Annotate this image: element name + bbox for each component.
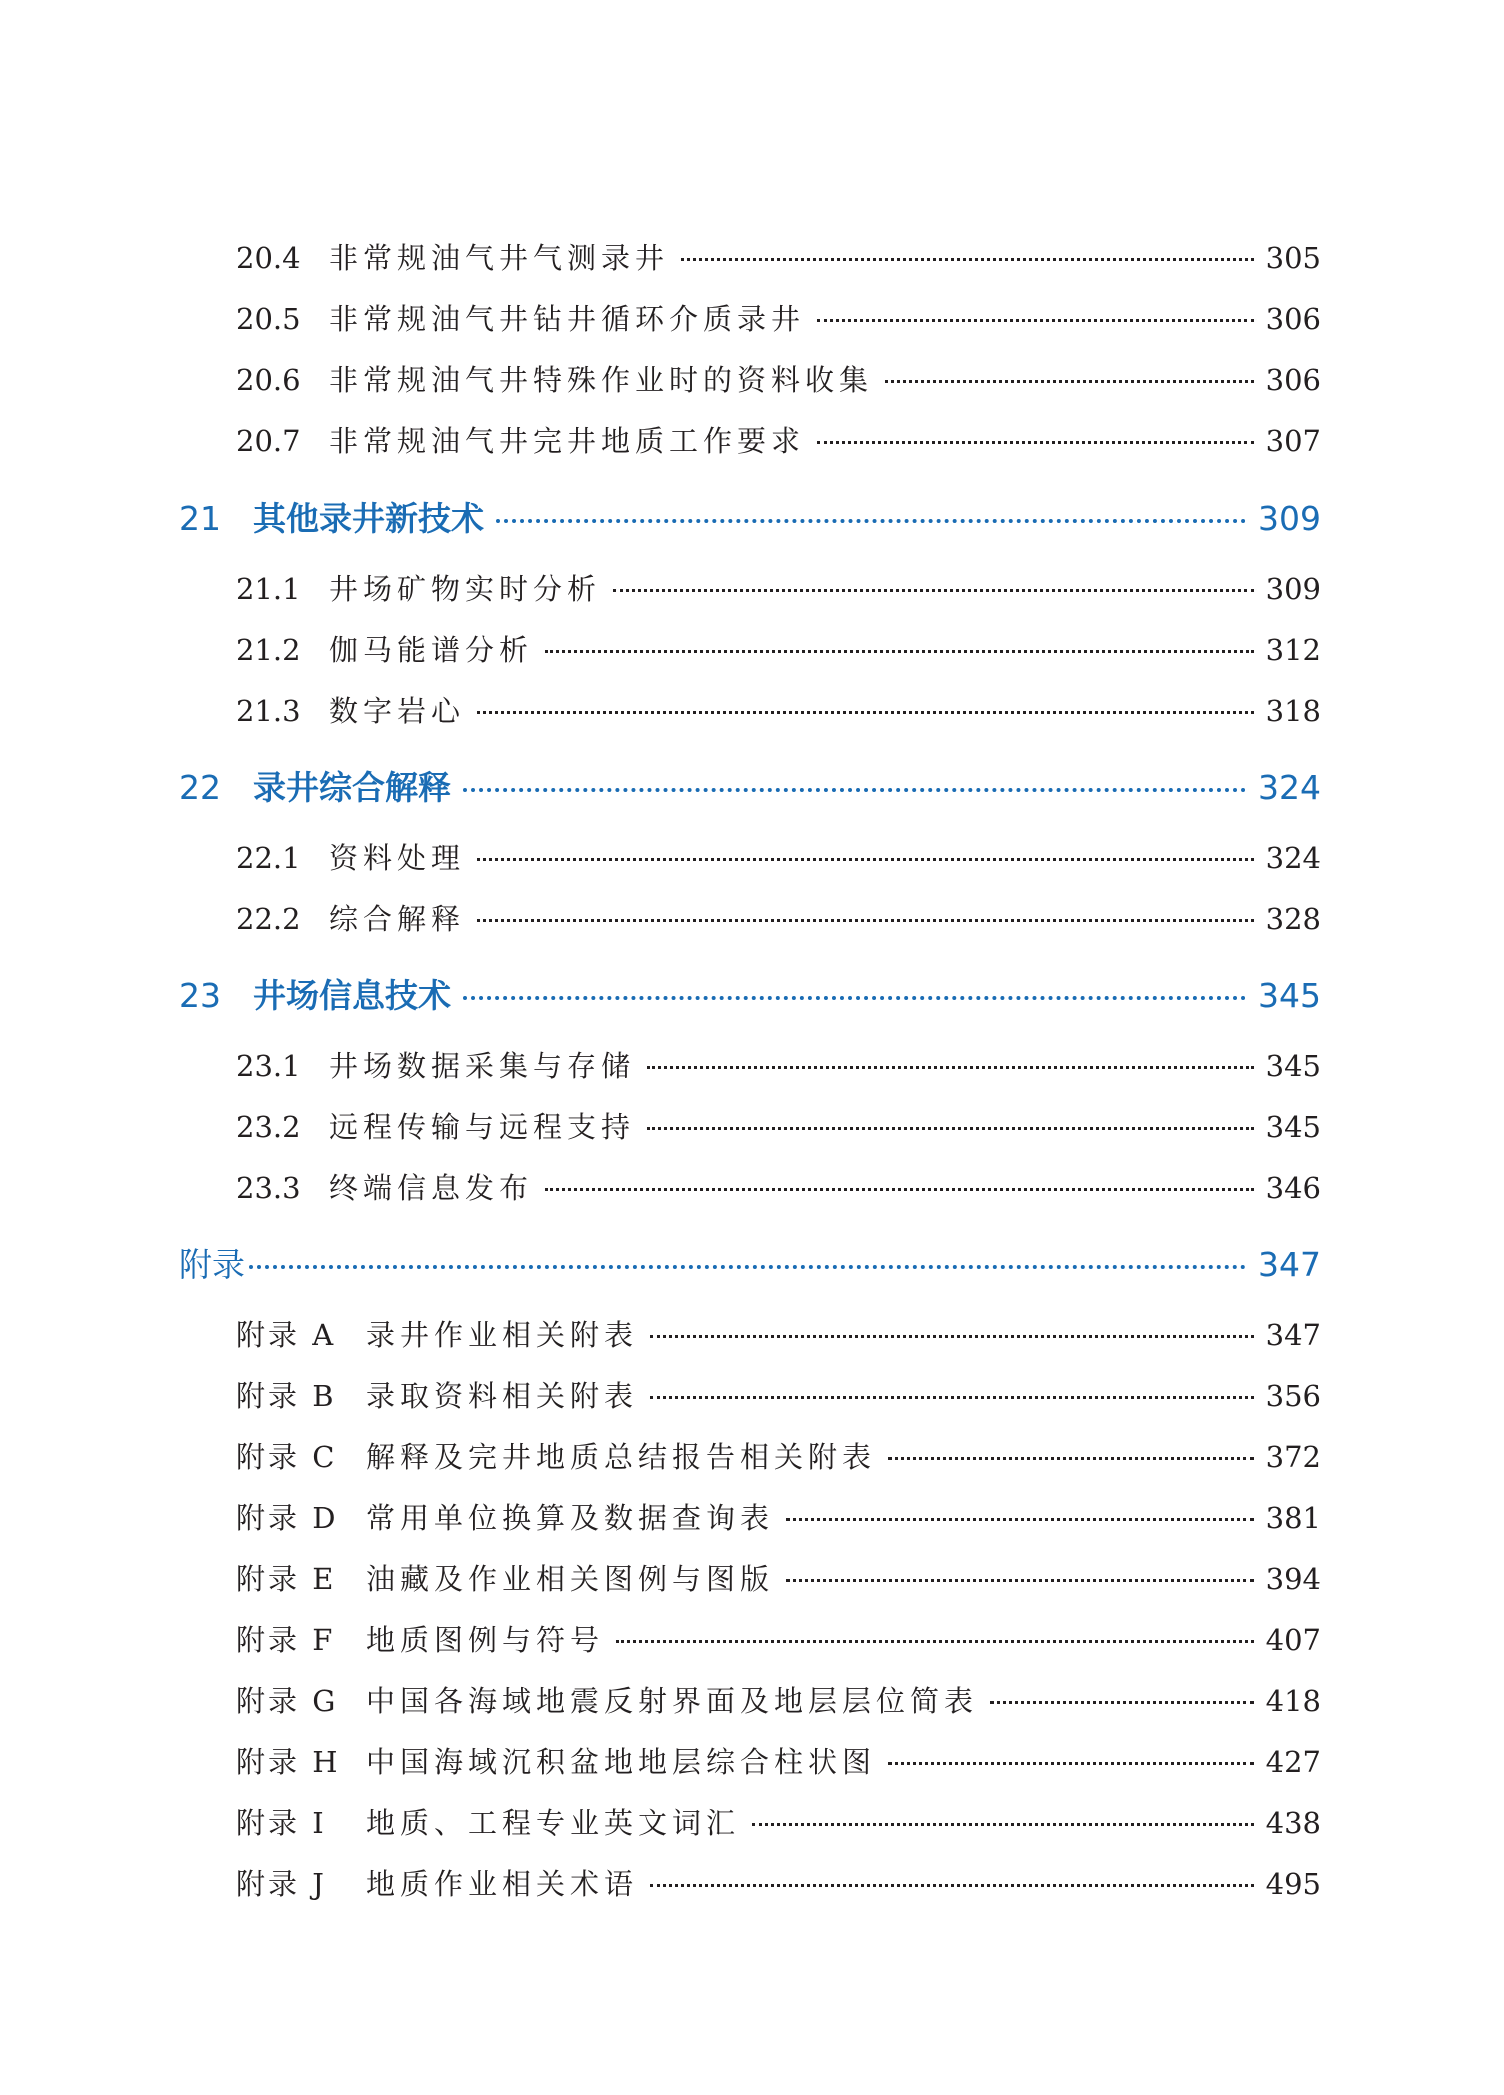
toc-entry-page-number: 407: [1265, 1623, 1321, 1657]
toc-entry-title: 非常规油气井完井地质工作要求: [329, 424, 806, 458]
toc-section-entry[interactable]: [236, 358, 1321, 402]
toc-entry-page-number: 345: [1265, 1049, 1321, 1083]
toc-entry-title: 井场矿物实时分析: [329, 572, 602, 606]
toc-entry-page-number: 307: [1265, 424, 1321, 458]
toc-entry-page-number: 324: [1258, 768, 1321, 807]
toc-chapter-entry[interactable]: [179, 762, 1321, 812]
toc-entry-page-number: 312: [1265, 633, 1321, 667]
dot-leader: [681, 258, 1254, 261]
toc-entry-title: 终端信息发布: [329, 1171, 534, 1205]
toc-entry-number: 附录 G: [236, 1684, 339, 1718]
toc-entry-title: 数字岩心: [329, 694, 466, 728]
dot-leader: [888, 1762, 1254, 1765]
dot-leader: [647, 1066, 1254, 1069]
toc-entry-title: 资料处理: [329, 841, 466, 875]
toc-section-entry[interactable]: [236, 297, 1321, 341]
toc-section-entry[interactable]: [236, 689, 1321, 733]
toc-entry-title: 远程传输与远程支持: [329, 1110, 636, 1144]
toc-entry-number: 22: [179, 768, 221, 807]
dot-leader: [888, 1457, 1254, 1460]
dot-leader: [463, 788, 1246, 792]
toc-entry-title: 油藏及作业相关图例与图版: [366, 1562, 775, 1596]
toc-entry-title: 录井作业相关附表: [366, 1318, 639, 1352]
toc-section-entry[interactable]: [236, 1313, 1321, 1357]
toc-entry-page-number: 418: [1265, 1684, 1321, 1718]
dot-leader: [477, 711, 1254, 714]
toc-entry-number: 附录 B: [236, 1379, 337, 1413]
toc-entry-title: 中国各海域地震反射界面及地层层位简表: [366, 1684, 979, 1718]
toc-entry-title: 非常规油气井气测录井: [329, 241, 670, 275]
toc-entry-page-number: 306: [1265, 363, 1321, 397]
dot-leader: [613, 589, 1254, 592]
toc-entry-number: 附录: [179, 1245, 245, 1284]
toc-entry-page-number: 309: [1265, 572, 1321, 606]
dot-leader: [786, 1518, 1254, 1521]
toc-entry-page-number: 347: [1258, 1245, 1321, 1284]
dot-leader: [752, 1823, 1254, 1826]
toc-entry-title: 常用单位换算及数据查询表: [366, 1501, 775, 1535]
toc-entry-page-number: 427: [1265, 1745, 1321, 1779]
toc-entry-number: 20.4: [236, 241, 301, 275]
dot-leader: [463, 996, 1246, 1000]
dot-leader: [477, 919, 1254, 922]
toc-entry-title: 井场信息技术: [253, 976, 451, 1015]
toc-section-entry[interactable]: [236, 897, 1321, 941]
toc-entry-title: 解释及完井地质总结报告相关附表: [366, 1440, 877, 1474]
toc-entry-number: 20.5: [236, 302, 301, 336]
toc-entry-page-number: 318: [1265, 694, 1321, 728]
toc-section-entry[interactable]: [236, 1679, 1321, 1723]
toc-entry-title: 伽马能谱分析: [329, 633, 534, 667]
toc-section-entry[interactable]: [236, 1557, 1321, 1601]
toc-entry-title: 地质作业相关术语: [366, 1867, 639, 1901]
toc-section-entry[interactable]: [236, 1740, 1321, 1784]
toc-entry-page-number: 345: [1265, 1110, 1321, 1144]
toc-entry-title: 录取资料相关附表: [366, 1379, 639, 1413]
dot-leader: [990, 1701, 1254, 1704]
toc-entry-page-number: 305: [1265, 241, 1321, 275]
dot-leader: [786, 1579, 1254, 1582]
toc-entry-page-number: 495: [1265, 1867, 1321, 1901]
toc-section-entry[interactable]: [236, 1166, 1321, 1210]
dot-leader: [647, 1127, 1254, 1130]
dot-leader: [616, 1640, 1254, 1643]
toc-entry-number: 附录 F: [236, 1623, 336, 1657]
toc-entry-title: 非常规油气井特殊作业时的资料收集: [329, 363, 874, 397]
dot-leader: [496, 519, 1246, 523]
toc-entry-number: 附录 C: [236, 1440, 338, 1474]
dot-leader: [817, 441, 1254, 444]
toc-entry-number: 附录 A: [236, 1318, 337, 1352]
toc-section-entry[interactable]: [236, 1374, 1321, 1418]
toc-entry-number: 21: [179, 499, 221, 538]
toc-entry-page-number: 306: [1265, 302, 1321, 336]
toc-section-entry[interactable]: [236, 567, 1321, 611]
toc-entry-title: 地质图例与符号: [366, 1623, 605, 1657]
toc-entry-number: 附录 D: [236, 1501, 339, 1535]
toc-entry-page-number: 372: [1265, 1440, 1321, 1474]
toc-section-entry[interactable]: [236, 1801, 1321, 1845]
toc-section-entry[interactable]: [236, 236, 1321, 280]
dot-leader: [650, 1884, 1254, 1887]
toc-entry-page-number: 347: [1265, 1318, 1321, 1352]
toc-entry-page-number: 324: [1265, 841, 1321, 875]
toc-entry-number: 23: [179, 976, 221, 1015]
dot-leader: [650, 1396, 1254, 1399]
dot-leader: [545, 650, 1254, 653]
toc-entry-number: 22.2: [236, 902, 301, 936]
dot-leader: [249, 1265, 1246, 1269]
toc-entry-page-number: 309: [1258, 499, 1321, 538]
toc-entry-page-number: 394: [1265, 1562, 1321, 1596]
toc-entry-title: 中国海域沉积盆地地层综合柱状图: [366, 1745, 877, 1779]
toc-section-entry[interactable]: [236, 1496, 1321, 1540]
dot-leader: [885, 380, 1254, 383]
toc-entry-title: 地质、工程专业英文词汇: [366, 1806, 741, 1840]
toc-entry-page-number: 438: [1265, 1806, 1321, 1840]
toc-section-entry[interactable]: [236, 836, 1321, 880]
toc-entry-number: 附录 I: [236, 1806, 327, 1840]
toc-entry-number: 23.1: [236, 1049, 301, 1083]
toc-entry-title: 其他录井新技术: [253, 499, 484, 538]
toc-entry-number: 22.1: [236, 841, 301, 875]
toc-entry-page-number: 346: [1265, 1171, 1321, 1205]
dot-leader: [545, 1188, 1254, 1191]
toc-section-entry[interactable]: [236, 419, 1321, 463]
dot-leader: [650, 1335, 1254, 1338]
toc-entry-page-number: 381: [1265, 1501, 1321, 1535]
toc-entry-number: 23.2: [236, 1110, 301, 1144]
toc-entry-number: 23.3: [236, 1171, 301, 1205]
toc-entry-title: 井场数据采集与存储: [329, 1049, 636, 1083]
dot-leader: [477, 858, 1254, 861]
toc-section-entry[interactable]: [236, 1618, 1321, 1662]
toc-chapter-entry[interactable]: [179, 1239, 1321, 1289]
toc-entry-page-number: 328: [1265, 902, 1321, 936]
toc-entry-number: 附录 E: [236, 1562, 337, 1596]
toc-section-entry[interactable]: [236, 1044, 1321, 1088]
toc-chapter-entry[interactable]: [179, 493, 1321, 543]
toc-entry-number: 附录 J: [236, 1867, 327, 1901]
toc-entry-number: 21.3: [236, 694, 301, 728]
toc-entry-title: 综合解释: [329, 902, 466, 936]
toc-section-entry[interactable]: [236, 1105, 1321, 1149]
toc-entry-number: 21.2: [236, 633, 301, 667]
toc-entry-title: 录井综合解释: [253, 768, 451, 807]
toc-entry-page-number: 345: [1258, 976, 1321, 1015]
toc-entry-number: 附录 H: [236, 1745, 341, 1779]
toc-entry-title: 非常规油气井钻井循环介质录井: [329, 302, 806, 336]
toc-section-entry[interactable]: [236, 1435, 1321, 1479]
toc-entry-page-number: 356: [1265, 1379, 1321, 1413]
toc-entry-number: 20.6: [236, 363, 301, 397]
toc-section-entry[interactable]: [236, 628, 1321, 672]
toc-section-entry[interactable]: [236, 1862, 1321, 1906]
toc-chapter-entry[interactable]: [179, 970, 1321, 1020]
toc-entry-number: 20.7: [236, 424, 301, 458]
toc-entry-number: 21.1: [236, 572, 301, 606]
dot-leader: [817, 319, 1254, 322]
